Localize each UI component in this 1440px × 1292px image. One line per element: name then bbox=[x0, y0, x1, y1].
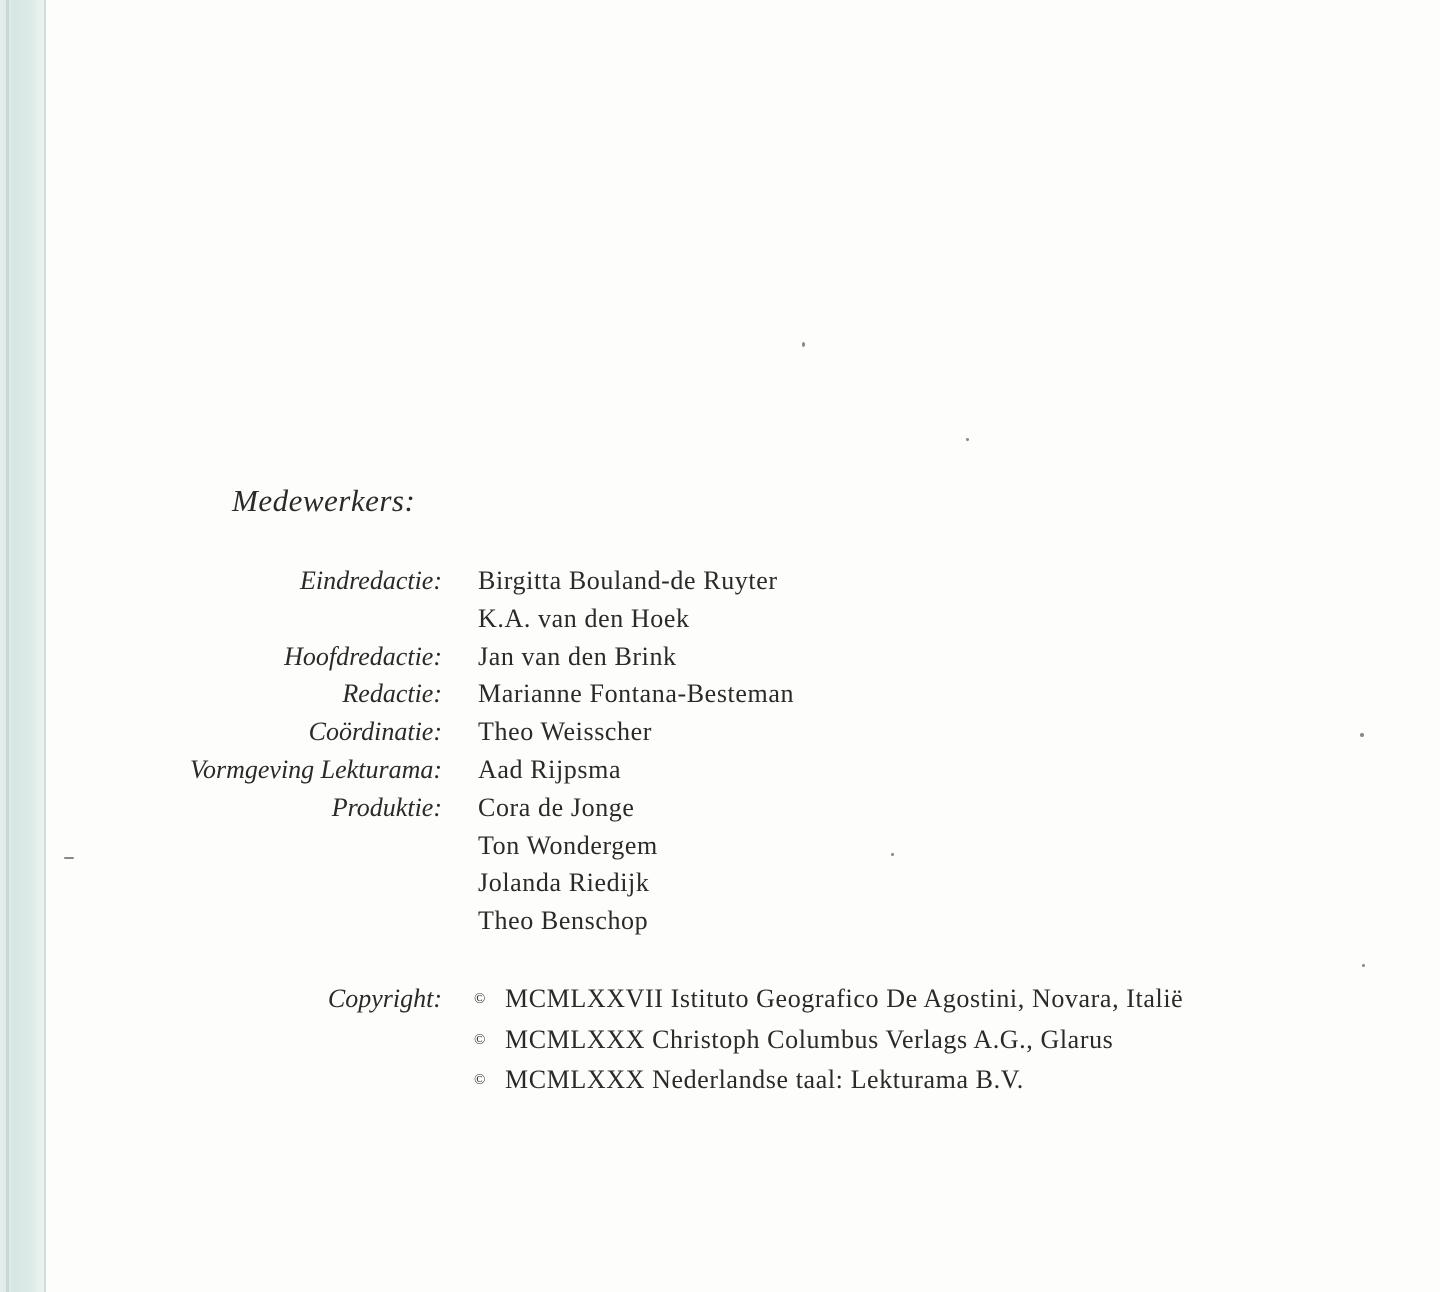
credits-list bbox=[0, 566, 1440, 944]
paper-speck bbox=[802, 342, 805, 347]
paper-speck bbox=[966, 438, 969, 441]
copyright-row bbox=[0, 1025, 1440, 1066]
credit-name: Jolanda Riedijk bbox=[478, 868, 650, 898]
credit-role: Eindredactie: bbox=[300, 566, 442, 595]
copyright-line: MCMLXXX Nederlandse taal: Lekturama B.V. bbox=[505, 1065, 1024, 1094]
credit-row bbox=[0, 793, 1440, 831]
copyright-symbol: © bbox=[474, 991, 486, 1007]
copyright-symbol: © bbox=[474, 1072, 486, 1088]
credit-name: Aad Rijpsma bbox=[478, 754, 622, 784]
copyright-line: MCMLXXX Christoph Columbus Verlags A.G., Glarus bbox=[505, 1024, 1114, 1054]
credit-name: Birgitta Bouland-de Ruyter bbox=[478, 566, 778, 595]
credit-name: Jan van den Brink bbox=[478, 641, 677, 671]
copyright-symbol: © bbox=[474, 1031, 486, 1048]
credit-name: K.A. van den Hoek bbox=[478, 603, 690, 633]
credit-row bbox=[0, 679, 1440, 717]
copyright-row bbox=[0, 984, 1440, 1025]
copyright-label: Copyright: bbox=[327, 984, 442, 1013]
credit-name: Ton Wondergem bbox=[478, 830, 658, 860]
credit-row bbox=[0, 642, 1440, 680]
copyright-row bbox=[0, 1065, 1440, 1106]
credit-row bbox=[0, 566, 1440, 604]
credit-row bbox=[0, 755, 1440, 793]
credit-name: Marianne Fontana-Besteman bbox=[478, 679, 795, 709]
credit-row bbox=[0, 604, 1440, 642]
contributors-heading: Medewerkers: bbox=[232, 483, 416, 518]
credit-row bbox=[0, 906, 1440, 944]
credit-role: Hoofdredactie: bbox=[284, 641, 442, 671]
credit-role: Coördinatie: bbox=[308, 717, 442, 747]
credit-row bbox=[0, 868, 1440, 906]
credit-name: Cora de Jonge bbox=[478, 792, 635, 822]
paper-speck bbox=[1362, 964, 1365, 967]
credit-role: Produktie: bbox=[331, 792, 442, 822]
credit-role: Redactie: bbox=[342, 679, 442, 709]
credit-row bbox=[0, 831, 1440, 869]
copyright-line: MCMLXXVII Istituto Geografico De Agostini, Novara, Italië bbox=[505, 984, 1184, 1013]
credit-name: Theo Benschop bbox=[478, 906, 649, 936]
credit-role: Vormgeving Lekturama: bbox=[189, 754, 442, 784]
copyright-block bbox=[0, 984, 1440, 1106]
credit-row bbox=[0, 717, 1440, 755]
credit-name: Theo Weisscher bbox=[478, 717, 653, 747]
